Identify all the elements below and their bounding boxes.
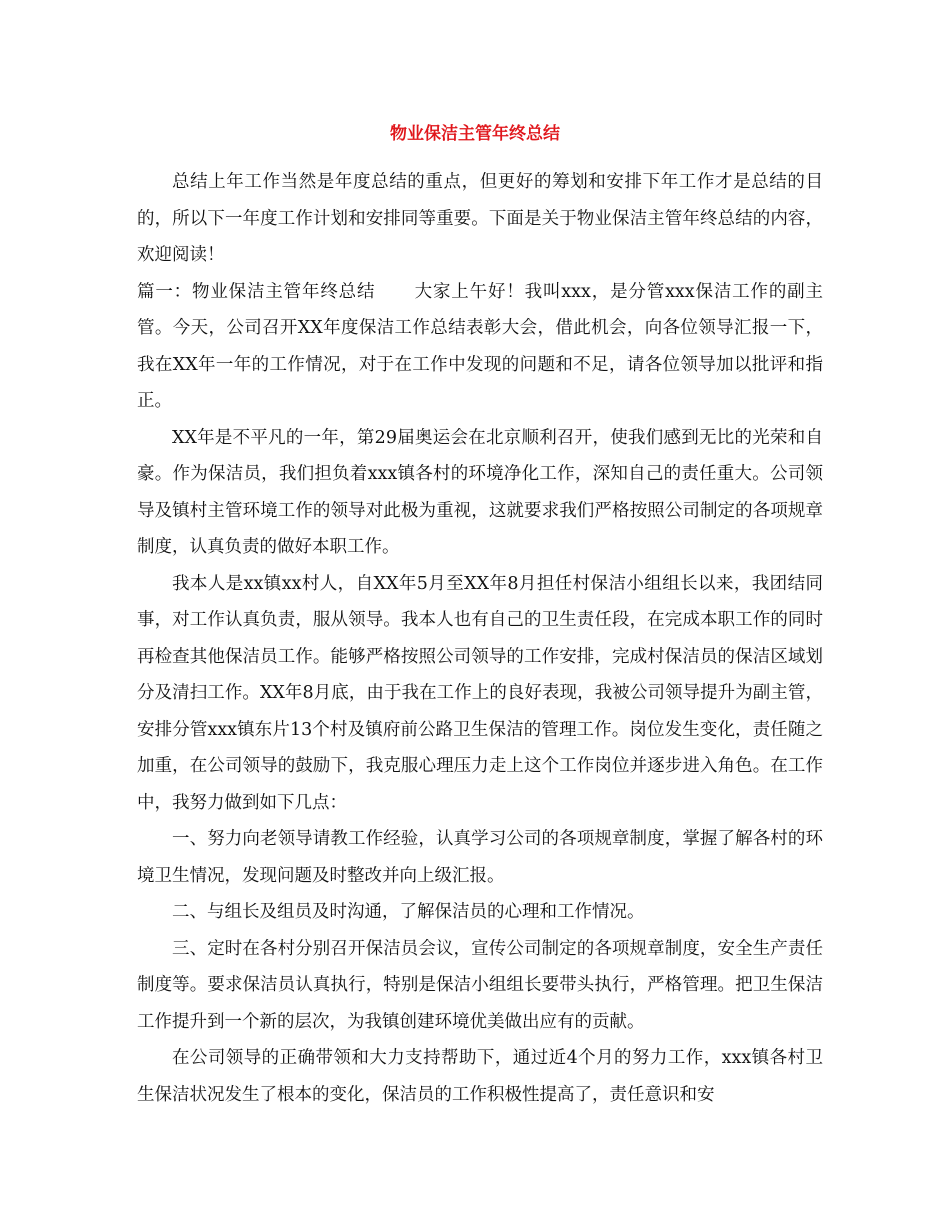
intro-paragraph: 总结上年工作当然是年度总结的重点，但更好的筹划和安排下年工作才是总结的目的，所以下一年度工作计划和安排同等重要。下面是关于物业保洁主管年终总结的内容，欢迎阅读！	[137, 172, 823, 265]
body-paragraph: 在公司领导的正确带领和大力支持帮助下，通过近4个月的努力工作，xxx镇各村卫生保洁状况发生了根本的变化，保洁员的工作积极性提高了，责任意识和安	[137, 1048, 823, 1105]
body-paragraph: XX年是不平凡的一年，第29届奥运会在北京顺利召开，使我们感到无比的光荣和自豪。作为保洁员，我们担负着xxx镇各村的环境净化工作，深知自己的责任重大。公司领导及镇村主管环境工作的领导对此极为重视，这就要求我们严格按照公司制定的各项规章制度，认真负责的做好本职工作。	[137, 427, 823, 557]
body-paragraph: 我本人是xx镇xx村人，自XX年5月至XX年8月担任村保洁小组组长以来，我团结同事，对工作认真负责，服从领导。我本人也有自己的卫生责任段，在完成本职工作的同时再检查其他保洁员工作。能够严格按照公司领导的工作安排，完成村保洁员的保洁区域划分及清扫工作。XX年8月底，由于我在工作上的良好表现，我被公司领导提升为副主管，安排分管xxx镇东片13个村及镇府前公路卫生保洁的管理工作。岗位发生变化，责任随之加重，在公司领导的鼓励下，我克服心理压力走上这个工作岗位并逐步进入角色。在工作中，我努力做到如下几点：	[137, 573, 823, 813]
document-body	[137, 164, 823, 1113]
section-opening: 大家上午好！我叫xxx，是分管xxx保洁工作的副主管。今天，公司召开XX年度保洁工作总结表彰大会，借此机会，向各位领导汇报一下，我在XX年一年的工作情况，对于在工作中发现的问题和不足，请各位领导加以批评和指正。	[137, 281, 823, 411]
section-one-paragraph	[137, 274, 823, 420]
list-item-paragraph: 二、与组长及组员及时沟通，了解保洁员的心理和工作情况。	[172, 902, 645, 922]
document-title: 物业保洁主管年终总结	[390, 124, 560, 144]
section-heading: 篇一：物业保洁主管年终总结	[137, 281, 376, 302]
list-item-paragraph: 一、努力向老领导请教工作经验，认真学习公司的各项规章制度，掌握了解各村的环境卫生情况，发现问题及时整改并向上级汇报。	[137, 829, 823, 886]
list-item-paragraph: 三、定时在各村分别召开保洁员会议，宣传公司制定的各项规章制度，安全生产责任制度等。要求保洁员认真执行，特别是保洁小组组长要带头执行，严格管理。把卫生保洁工作提升到一个新的层次，为我镇创建环境优美做出应有的贡献。	[137, 938, 823, 1032]
